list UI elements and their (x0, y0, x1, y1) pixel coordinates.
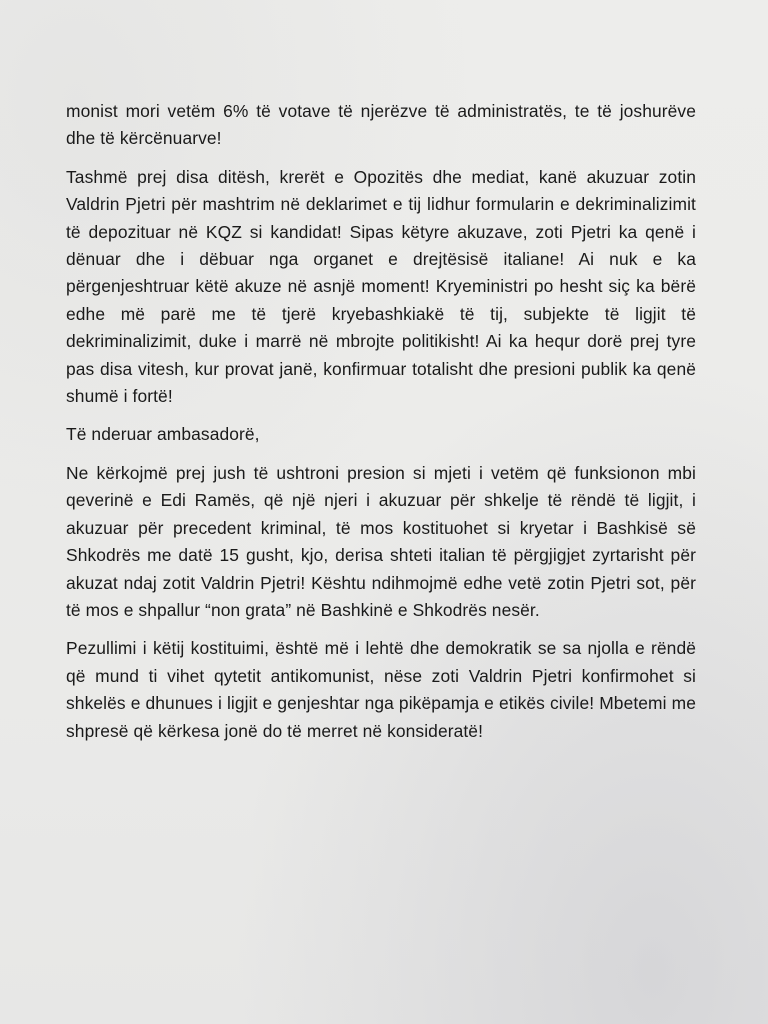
paragraph-salutation: Të nderuar ambasadorë, (66, 424, 260, 445)
paragraph-request: Ne kërkojmë prej jush të ushtroni presion si mjeti i vetëm që funksionon mbi qeverinë e Edi Ramës, që një njeri i akuzuar për shkelje të rëndë të ligjit, i akuzuar për precedent kriminal, të mos kostituohet si kryetar i Bashkisë së Shkodrës me datë 15 gusht, kjo, derisa shteti italian të përgjigjet zyrtarisht për akuzat ndaj zotit Valdrin Pjetri! Kështu ndihmojmë edhe vetë zotin Pjetri sot, për të mos e shpallur “non grata” në Bashkinë e Shkodrës nesër. (66, 462, 696, 620)
paragraph-continuation: monist mori vetëm 6% të votave të njerëzve të administratës, te të joshurëve dhe të kërcënuarve! (66, 101, 696, 149)
paragraph-accusations: Tashmë prej disa ditësh, krerët e Opozitës dhe mediat, kanë akuzuar zotin Valdrin Pjetri për mashtrim në deklarimet e tij lidhur formularin e dekriminalizimit të depozituar në KQZ si kandidat! Sipas këtyre akuzave, zoti Pjetri ka qenë i dënuar dhe i dëbuar nga organet e drejtësisë italiane! Ai nuk e ka përgenjeshtruar këtë akuze në asnjë moment! Kryeministri po hesht siç ka bërë edhe më parë me të tjerë kryebashkiakë të tij, subjekte të ligjit të dekriminalizimit, duke i marrë në mbrojte politikisht! Ai ka hequr dorë prej tyre pas disa vitesh, kur provat janë, konfirmuar totalisht dhe presioni publik ka qenë shumë i fortë! (66, 166, 696, 407)
paragraph-closing: Pezullimi i këtij kostituimi, është më i lehtë dhe demokratik se sa njolla e rëndë që mund ti vihet qytetit antikomunist, nëse zoti Valdrin Pjetri konfirmohet si shkelës e dhunues i ligjit e genjeshtar nga pikëpamja e etikës civile! Mbetemi me shpresë që kërkesa jonë do të merret në konsideratë! (66, 638, 696, 741)
letter-body (66, 98, 696, 756)
